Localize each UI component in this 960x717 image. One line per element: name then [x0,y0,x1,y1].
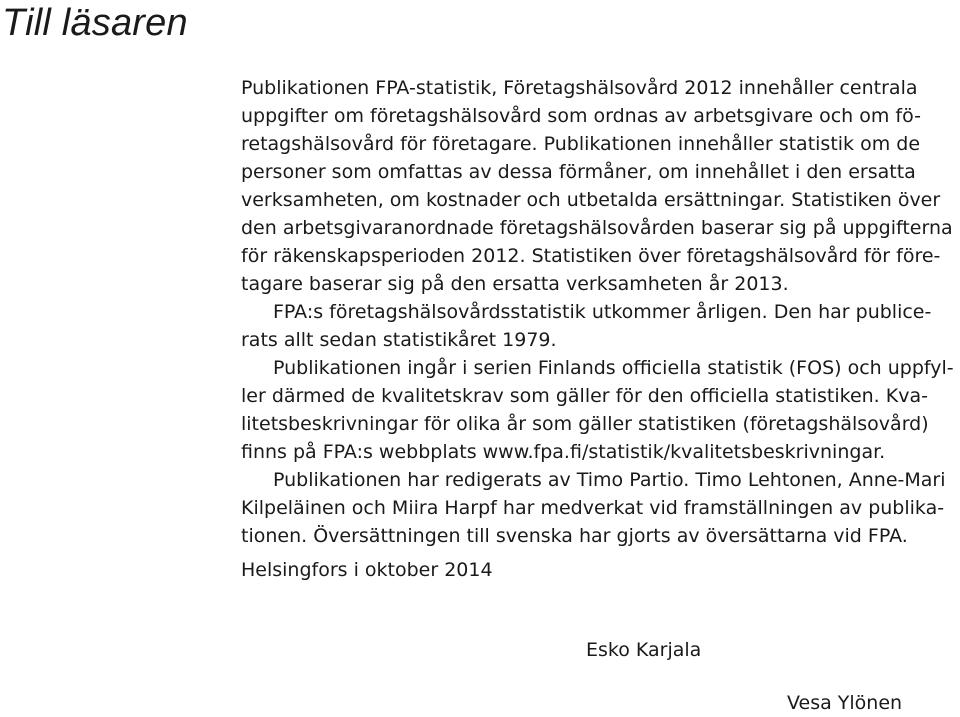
text-line: uppgifter om företagshälsovård som ordnas av arbetsgivare och om fö- [241,105,921,127]
text-line: Publikationen FPA-statistik, Företagshälsovård 2012 innehåller centrala [241,77,918,99]
place-date: Helsingfors i oktober 2014 [241,559,493,581]
text-line: den arbetsgivaranordnade företagshälsovården baserar sig på uppgifterna [241,217,953,239]
text-line: rats allt sedan statistikåret 1979. [241,329,557,351]
text-line: tionen. Översättningen till svenska har gjorts av översättarna vid FPA. [241,525,908,547]
text-line: FPA:s företagshälsovårdsstatistik utkommer årligen. Den har publice- [273,301,932,323]
text-line: Publikationen har redigerats av Timo Partio. Timo Lehtonen, Anne-Mari [273,469,946,491]
page-title: Till läsaren [2,2,188,44]
text-line: litetsbeskrivningar för olika år som gäller statistiken (företagshälsovård) [241,413,929,435]
signature-name: Esko Karjala [586,639,702,661]
text-line: finns på FPA:s webbplats www.fpa.fi/statistik/kvalitetsbeskrivningar. [241,441,886,463]
text-line: retagshälsovård för företagare. Publikationen innehåller statistik om de [241,133,921,155]
text-line: Publikationen ingår i serien Finlands officiella statistik (FOS) och uppfyl- [273,357,954,379]
text-line: tagare baserar sig på den ersatta verksamheten år 2013. [241,273,789,295]
text-line: personer som omfattas av dessa förmåner, om innehållet i den ersatta [241,161,916,183]
signature-name: Vesa Ylönen [787,692,903,714]
text-line: för räkenskapsperioden 2012. Statistiken över företagshälsovård för före- [241,245,941,267]
preface-text [241,74,956,550]
text-line: Kilpeläinen och Miira Harpf har medverkat vid framställningen av publika- [241,497,945,519]
text-line: ler därmed de kvalitetskrav som gäller för den officiella statistiken. Kva- [241,385,928,407]
text-line: verksamheten, om kostnader och utbetalda ersättningar. Statistiken över [241,189,941,211]
